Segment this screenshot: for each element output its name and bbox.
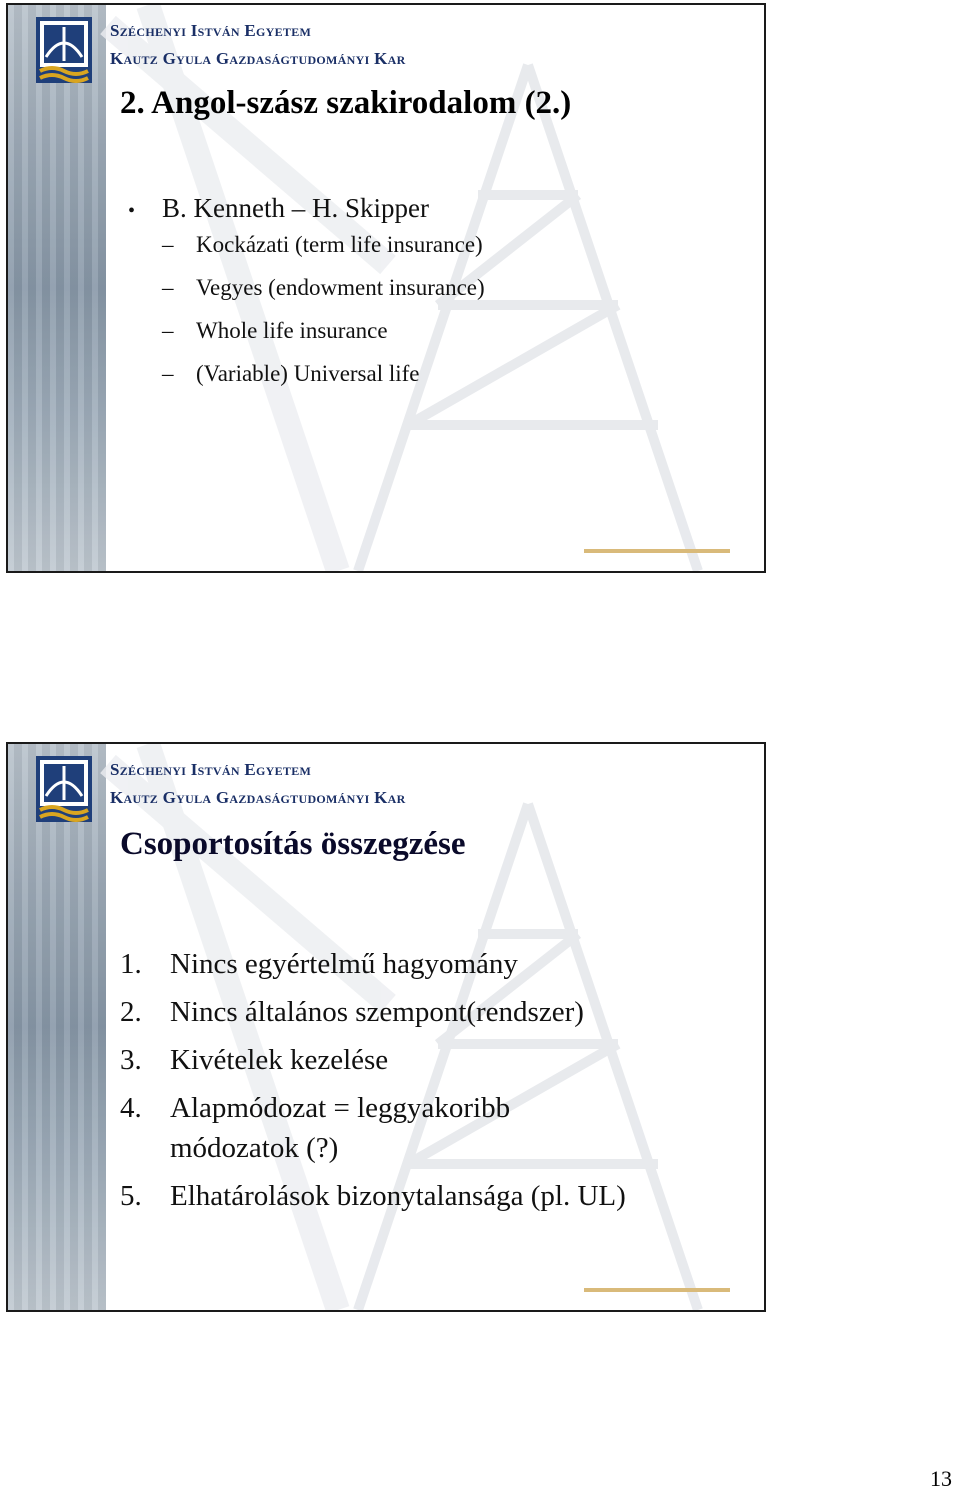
list-item <box>120 1176 730 1216</box>
list-number: 4. <box>120 1092 142 1124</box>
sub-item <box>120 275 485 318</box>
slide-title: Csoportosítás összegzése <box>120 826 466 862</box>
list-item <box>120 992 730 1032</box>
sub-item <box>120 361 485 404</box>
list-item <box>120 1040 730 1080</box>
sub-item-text: Kockázati (term life insurance) <box>196 232 483 257</box>
sub-item-text: Vegyes (endowment insurance) <box>196 275 485 300</box>
sub-item-text: Whole life insurance <box>196 318 388 343</box>
university-name: Széchenyi István Egyetem <box>110 21 312 40</box>
slide-title: 2. Angol-szász szakirodalom (2.) <box>120 85 572 121</box>
dash-icon: – <box>162 361 174 386</box>
slide-1 <box>6 3 766 573</box>
list-number: 5. <box>120 1180 142 1212</box>
accent-line <box>584 549 730 553</box>
bullet-item <box>120 193 485 224</box>
university-logo-icon <box>36 17 92 83</box>
faculty-name: Kautz Gyula Gazdaságtudományi Kar <box>110 788 406 807</box>
slide-content <box>120 193 485 404</box>
faculty-name: Kautz Gyula Gazdaságtudományi Kar <box>110 49 406 68</box>
list-text: Alapmódozat = leggyakoribb módozatok (?) <box>170 1092 511 1164</box>
list-item <box>120 944 730 984</box>
list-number: 1. <box>120 948 142 980</box>
list-number: 2. <box>120 996 142 1028</box>
sub-item <box>120 232 485 275</box>
numbered-list <box>120 944 730 1224</box>
list-text: Nincs egyértelmű hagyomány <box>170 948 518 980</box>
list-item <box>120 1088 730 1168</box>
list-text: Nincs általános szempont(rendszer) <box>170 996 584 1028</box>
slide-2 <box>6 742 766 1312</box>
dash-icon: – <box>162 232 174 257</box>
list-text: Kivételek kezelése <box>170 1044 389 1076</box>
university-name: Széchenyi István Egyetem <box>110 760 312 779</box>
accent-line <box>584 1288 730 1292</box>
page-number: 13 <box>930 1466 952 1491</box>
dash-icon: – <box>162 318 174 343</box>
bullet-dot-icon: • <box>128 200 136 222</box>
university-logo-icon <box>36 756 92 822</box>
sub-item-text: (Variable) Universal life <box>196 361 420 386</box>
bullet-text: B. Kenneth – H. Skipper <box>162 193 429 223</box>
sub-item <box>120 318 485 361</box>
list-text: Elhatárolások bizonytalansága (pl. UL) <box>170 1180 626 1212</box>
list-number: 3. <box>120 1044 142 1076</box>
dash-icon: – <box>162 275 174 300</box>
